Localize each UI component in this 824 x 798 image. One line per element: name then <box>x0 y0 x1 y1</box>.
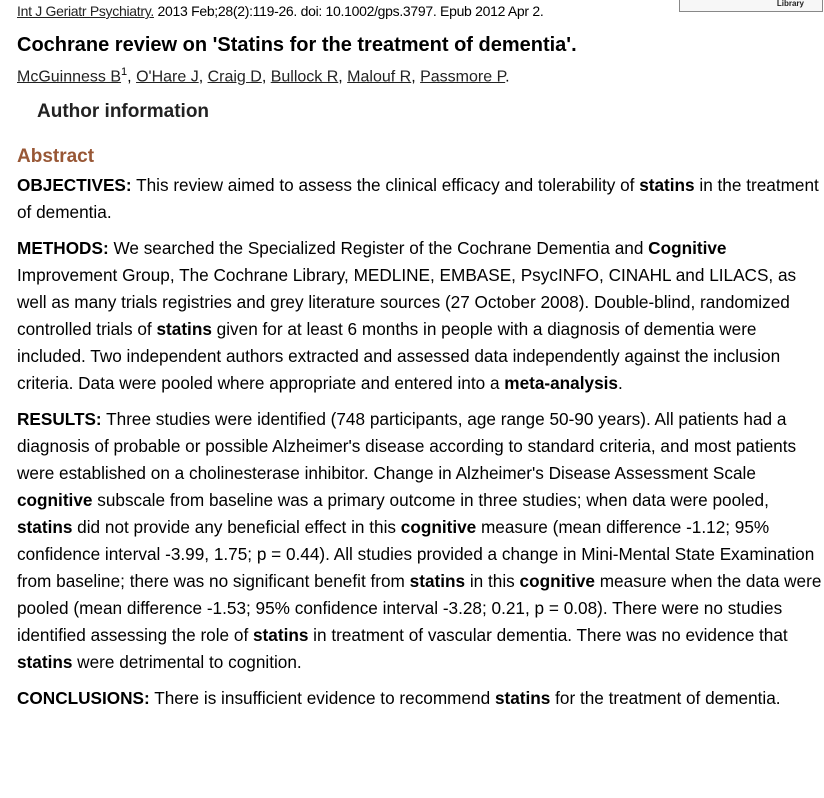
abstract-text: Improvement Group, The Cochrane Library, MEDLINE, EMBASE, PsycINFO, CINAHL and LILACS, as well as many trials registries and grey literature sources (27 October 2008). Double-blind, randomized controlled trials of <box>17 265 797 339</box>
highlighted-term: cognitive <box>17 490 93 510</box>
abstract-text: . <box>617 373 623 393</box>
abstract-text: There is insufficient evidence to recommend <box>149 688 495 708</box>
author-link[interactable]: Bullock R <box>270 68 339 86</box>
abstract-text: for the treatment of dementia. <box>550 688 781 708</box>
highlighted-term: statins <box>17 652 73 672</box>
author-separator: , <box>198 68 208 86</box>
abstract-text: in the treatment of dementia. <box>17 175 819 222</box>
highlighted-term: statins <box>17 517 73 537</box>
abstract-text: Three studies were identified (748 participants, age range 50-90 years). All patients had a diagnosis of probable or possible Alzheimer's disease according to standard criteria, and most patients were established on a cholinesterase inhibitor. Change in Alzheimer's Disease Assessment Scale <box>17 409 797 483</box>
library-logo[interactable] <box>679 0 823 12</box>
abstract-body <box>17 172 824 721</box>
abstract-text: measure (mean difference -1.12; 95% confidence interval -3.99, 1.75; p = 0.44). All studies provided a change in Mini-Mental State Examination from baseline; there was no significant benefit from <box>17 517 815 591</box>
author-separator: , <box>127 68 137 86</box>
library-logo-text: Library <box>776 0 804 8</box>
author-information-toggle[interactable]: Author information <box>37 101 210 122</box>
author-separator: , <box>338 68 348 86</box>
author-link[interactable]: Malouf R <box>347 68 412 86</box>
abstract-text: given for at least 6 months in people with a diagnosis of dementia were included. Two independent authors extracted and assessed data independently against the inclusion criteria. Data were pooled where appropriate and entered into a <box>17 319 781 393</box>
abstract-text: This review aimed to assess the clinical efficacy and tolerability of <box>131 175 640 195</box>
abstract-section-label: RESULTS: <box>17 409 102 429</box>
abstract-text: measure when the data were pooled (mean difference -1.53; 95% confidence interval -3.28; 0.21, p = 0.08). There were no studies identified assessing the role of <box>17 571 822 645</box>
abstract-section-label: METHODS: <box>17 238 109 258</box>
author-affiliation-sup: 1 <box>121 66 128 78</box>
journal-link[interactable]: Int J Geriatr Psychiatry. <box>17 3 154 19</box>
highlighted-term: cognitive <box>400 517 477 537</box>
highlighted-term: statins <box>409 571 466 591</box>
abstract-section-methods <box>17 235 824 397</box>
author-link[interactable]: Passmore P <box>420 68 506 86</box>
author-list <box>17 66 510 86</box>
abstract-text: did not provide any beneficial effect in this <box>72 517 401 537</box>
author-separator: , <box>411 68 421 86</box>
citation-details: 2013 Feb;28(2):119-26. doi: 10.1002/gps.3797. Epub 2012 Apr 2. <box>153 3 544 19</box>
abstract-section-results <box>17 406 824 676</box>
abstract-section-label: OBJECTIVES: <box>17 175 132 195</box>
author-list-end: . <box>505 68 510 86</box>
abstract-text: subscale from baseline was a primary outcome in three studies; when data were pooled, <box>92 490 769 510</box>
highlighted-term: statins <box>639 175 695 195</box>
author-link[interactable]: O'Hare J <box>136 68 199 86</box>
highlighted-term: statins <box>156 319 212 339</box>
abstract-section-label: CONCLUSIONS: <box>17 688 150 708</box>
abstract-text: in treatment of vascular dementia. There was no evidence that <box>308 625 788 645</box>
highlighted-term: meta-analysis <box>504 373 618 393</box>
author-link[interactable]: McGuinness B <box>17 68 122 86</box>
article-title: Cochrane review on 'Statins for the treatment of dementia'. <box>17 34 577 56</box>
abstract-text: in this <box>465 571 520 591</box>
author-separator: , <box>261 68 271 86</box>
author-link[interactable]: Craig D <box>207 68 262 86</box>
abstract-section-conclusions <box>17 685 824 712</box>
abstract-text: were detrimental to cognition. <box>72 652 302 672</box>
highlighted-term: statins <box>253 625 309 645</box>
abstract-text: We searched the Specialized Register of the Cochrane Dementia and <box>108 238 649 258</box>
highlighted-term: Cognitive <box>648 238 727 258</box>
abstract-heading: Abstract <box>17 146 95 167</box>
highlighted-term: cognitive <box>519 571 595 591</box>
citation-line <box>17 3 543 19</box>
abstract-section-objectives <box>17 172 824 226</box>
highlighted-term: statins <box>494 688 551 708</box>
